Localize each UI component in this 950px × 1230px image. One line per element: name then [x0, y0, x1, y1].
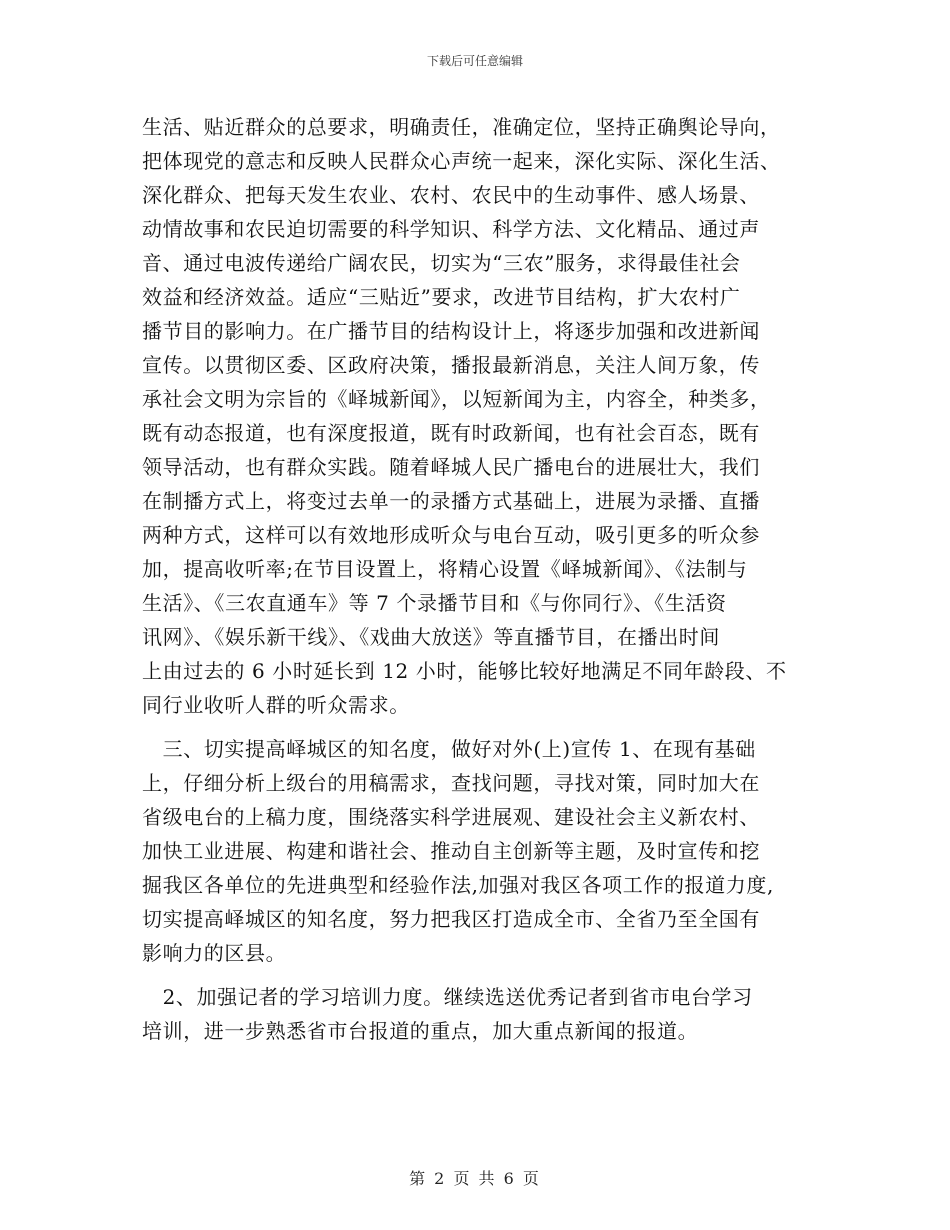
paragraph-3	[142, 980, 814, 1048]
text-line: 既有动态报道，也有深度报道，既有时政新闻，也有社会百态，既有	[142, 421, 760, 445]
text-line: 掘我区各单位的先进典型和经验作法,加强对我区各项工作的报道力度,	[142, 873, 774, 897]
text-line: 省级电台的上稿力度，围绕落实科学进展观、建设社会主义新农村、	[142, 805, 760, 829]
text-line: 承社会文明为宗旨的《峄城新闻》，以短新闻为主，内容全，种类多，	[142, 387, 771, 411]
text-line: 两种方式，这样可以有效地形成听众与电台互动，吸引更多的听众参	[142, 523, 760, 547]
text-line: 音、通过电波传递给广阔农民，切实为“三农”服务，求得最佳社会	[142, 251, 741, 275]
text-line: 生活、贴近群众的总要求，明确责任，准确定位，坚持正确舆论导向，	[142, 115, 781, 139]
text-line: 加，提高收听率;在节目设置上，将精心设置《峄城新闻》、《法制与	[142, 557, 748, 581]
paragraph-1	[142, 110, 814, 722]
text-line: 加快工业进展、构建和谐社会、推动自主创新等主题，及时宣传和挖	[142, 839, 760, 863]
text-line: 影响力的区县。	[142, 941, 287, 965]
text-line: 三、切实提高峄城区的知名度，做好对外(上)宣传 1、在现有基础	[142, 737, 756, 761]
text-line: 播节目的影响力。在广播节目的结构设计上，将逐步加强和改进新闻	[142, 319, 760, 343]
paragraph-gap	[142, 722, 814, 732]
text-line: 宣传。以贯彻区委、区政府决策，播报最新消息，关注人间万象，传	[142, 353, 760, 377]
text-line: 培训，进一步熟悉省市台报道的重点，加大重点新闻的报道。	[142, 1019, 699, 1043]
text-line: 把体现党的意志和反映人民群众心声统一起来，深化实际、深化生活、	[142, 149, 781, 173]
page-footer: 第 2 页 共 6 页	[409, 1169, 541, 1188]
text-line: 动情故事和农民迫切需要的科学知识、科学方法、文化精品、通过声	[142, 217, 760, 241]
document-body	[142, 110, 814, 1048]
paragraph-2	[142, 732, 814, 970]
text-line: 深化群众、把每天发生农业、农村、农民中的生动事件、感人场景、	[142, 183, 760, 207]
text-line: 在制播方式上，将变过去单一的录播方式基础上，进展为录播、直播	[142, 489, 760, 513]
text-line: 领导活动，也有群众实践。随着峄城人民广播电台的进展壮大，我们	[142, 455, 760, 479]
text-line: 同行业收听人群的听众需求。	[142, 693, 410, 717]
text-line: 生活》、《三农直通车》等 7 个录播节目和《与你同行》、《生活资	[142, 591, 727, 615]
text-line: 2、加强记者的学习培训力度。继续选送优秀记者到省市电台学习	[142, 985, 753, 1009]
text-line: 效益和经济效益。适应“三贴近”要求，改进节目结构，扩大农村广	[142, 285, 741, 309]
text-line: 上，仔细分析上级台的用稿需求，查找问题，寻找对策，同时加大在	[142, 771, 760, 795]
text-line: 切实提高峄城区的知名度，努力把我区打造成全市、全省乃至全国有	[142, 907, 760, 931]
page-header: 下载后可任意编辑	[426, 54, 523, 68]
text-line: 讯网》、《娱乐新干线》、《戏曲大放送》等直播节目，在播出时间	[142, 625, 720, 649]
paragraph-gap	[142, 970, 814, 980]
text-line: 上由过去的 6 小时延长到 12 小时，能够比较好地满足不同年龄段、不	[142, 659, 787, 683]
